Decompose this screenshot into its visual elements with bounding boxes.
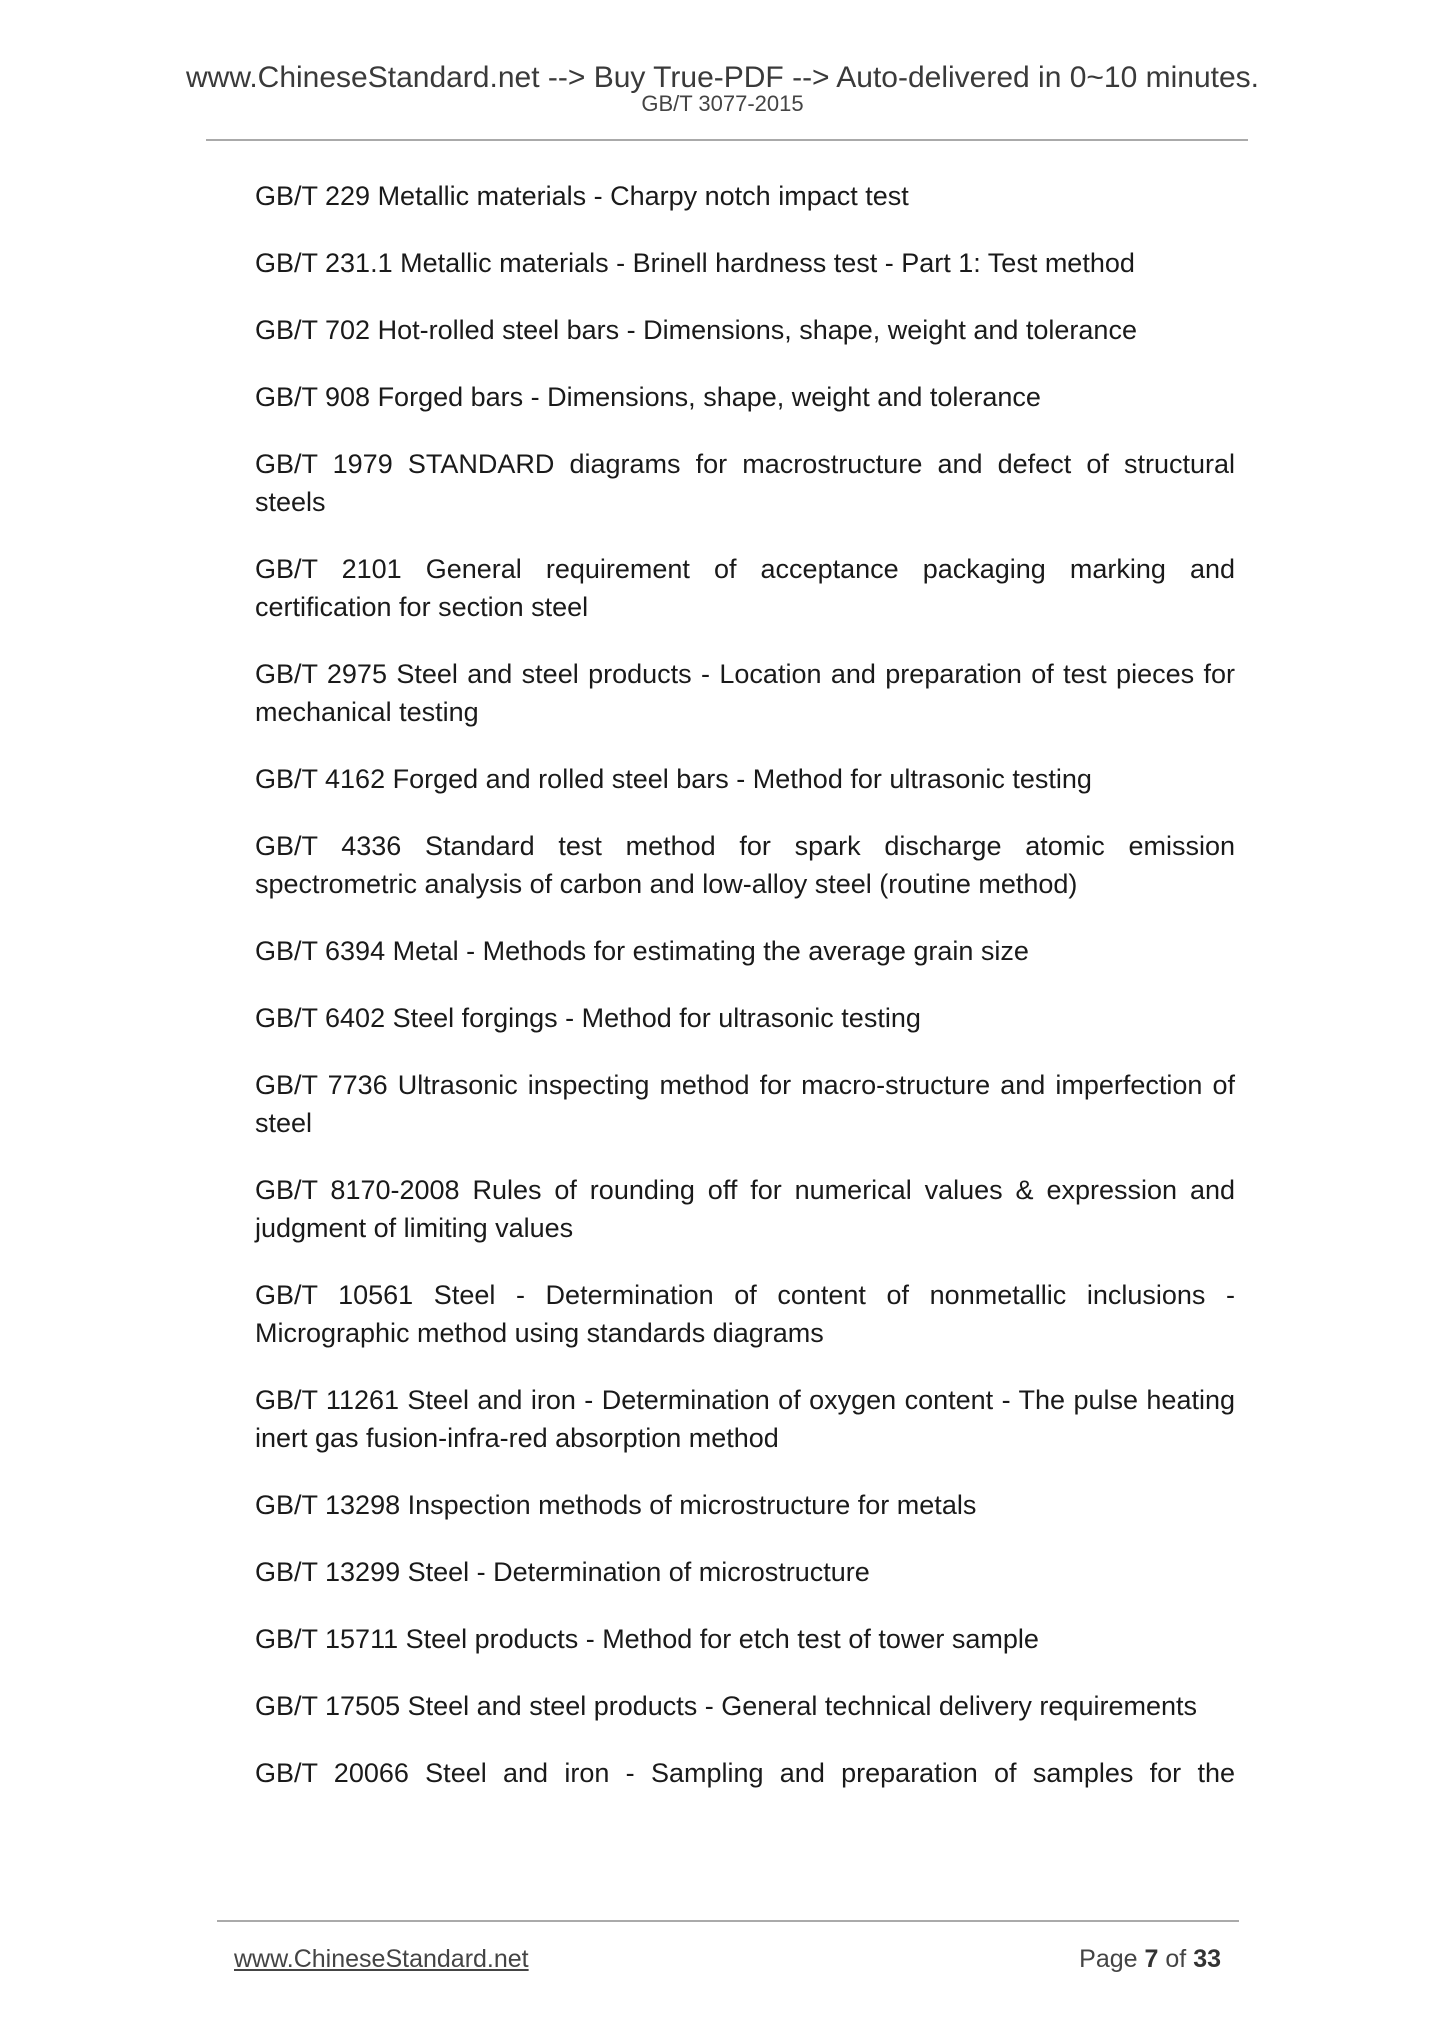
- page-total: 33: [1193, 1945, 1221, 1973]
- reference-item: GB/T 8170-2008 Rules of rounding off for numerical values & expression and judgment of limiting values: [255, 1175, 1235, 1243]
- page-prefix: Page: [1079, 1945, 1138, 1973]
- reference-list: [255, 177, 1235, 1821]
- reference-item: GB/T 2101 General requirement of acceptance packaging marking and certification for section steel: [255, 554, 1235, 622]
- reference-item: GB/T 15711 Steel products - Method for etch test of tower sample: [255, 1624, 1039, 1654]
- reference-item: GB/T 231.1 Metallic materials - Brinell hardness test - Part 1: Test method: [255, 248, 1135, 278]
- reference-item: GB/T 6394 Metal - Methods for estimating the average grain size: [255, 936, 1029, 966]
- page-indicator: [1079, 1944, 1221, 1974]
- reference-item: GB/T 13298 Inspection methods of microstructure for metals: [255, 1490, 977, 1520]
- reference-item: GB/T 7736 Ultrasonic inspecting method for macro-structure and imperfection of steel: [255, 1070, 1235, 1138]
- reference-item: GB/T 13299 Steel - Determination of microstructure: [255, 1557, 870, 1587]
- header-banner: www.ChineseStandard.net --> Buy True-PDF --> Auto-delivered in 0~10 minutes.: [185, 61, 1260, 94]
- reference-item: GB/T 908 Forged bars - Dimensions, shape, weight and tolerance: [255, 382, 1041, 412]
- reference-item: GB/T 6402 Steel forgings - Method for ultrasonic testing: [255, 1003, 921, 1033]
- reference-item: GB/T 229 Metallic materials - Charpy notch impact test: [255, 181, 909, 211]
- footer-website-link[interactable]: www.ChineseStandard.net: [234, 1945, 529, 1973]
- footer-divider: [217, 1920, 1239, 1922]
- reference-item: GB/T 10561 Steel - Determination of content of nonmetallic inclusions - Micrographic method using standards diagrams: [255, 1280, 1235, 1348]
- standard-code: GB/T 3077-2015: [641, 91, 804, 116]
- page-of: of: [1165, 1945, 1187, 1973]
- reference-item: GB/T 11261 Steel and iron - Determination of oxygen content - The pulse heating inert gas fusion-infra-red absorption method: [255, 1385, 1235, 1453]
- reference-item: GB/T 4162 Forged and rolled steel bars - Method for ultrasonic testing: [255, 764, 1092, 794]
- reference-item: GB/T 17505 Steel and steel products - General technical delivery requirements: [255, 1691, 1198, 1721]
- page-current: 7: [1144, 1945, 1159, 1973]
- header-divider: [206, 139, 1248, 141]
- reference-item: GB/T 2975 Steel and steel products - Location and preparation of test pieces for mechanical testing: [255, 659, 1235, 727]
- reference-item: GB/T 1979 STANDARD diagrams for macrostructure and defect of structural steels: [255, 449, 1235, 517]
- reference-item: GB/T 4336 Standard test method for spark discharge atomic emission spectrometric analysis of carbon and low-alloy steel (routine method): [255, 831, 1235, 899]
- reference-item: GB/T 702 Hot-rolled steel bars - Dimensions, shape, weight and tolerance: [255, 315, 1137, 345]
- reference-item: GB/T 20066 Steel and iron - Sampling and preparation of samples for the: [255, 1758, 1235, 1788]
